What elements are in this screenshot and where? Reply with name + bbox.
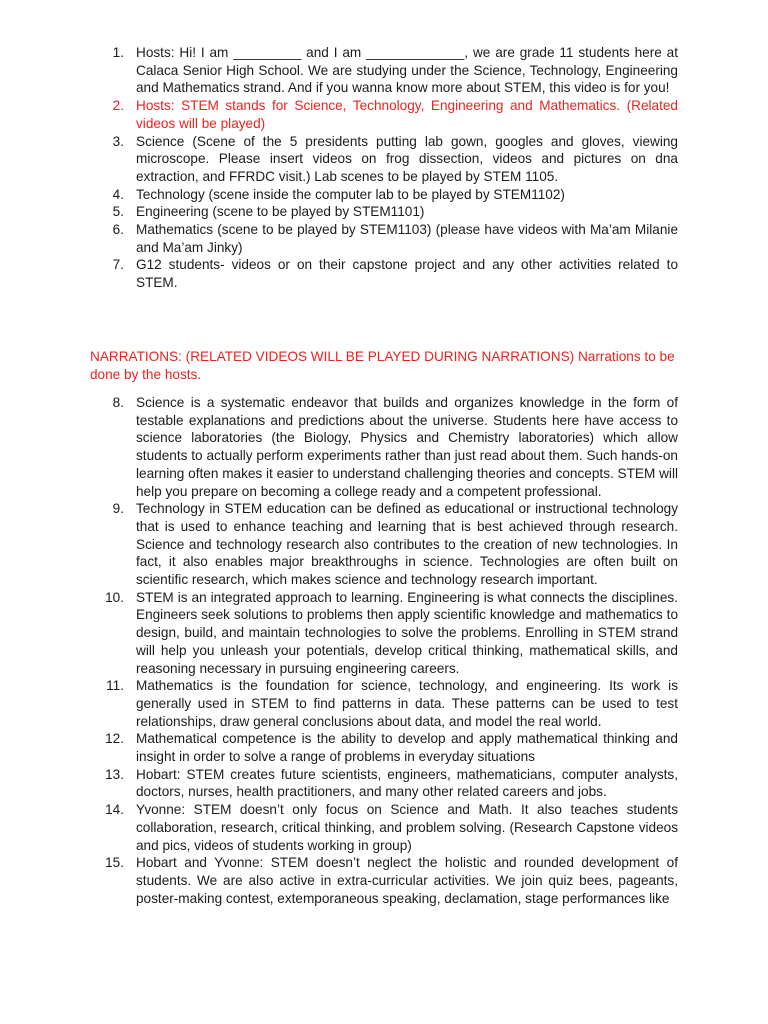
item-text: Technology (scene inside the computer lab to be played by STEM1102) (136, 186, 565, 202)
list-item (90, 221, 678, 256)
item-text: Science (Scene of the 5 presidents putting lab gown, googles and gloves, viewing microscope. Please insert videos on frog dissection, videos and pictures on dna extraction, and FFRDC visit.) Lab scenes to be played by STEM 1105. (136, 133, 678, 184)
item-number: 6. (112, 222, 124, 238)
list-item (90, 97, 678, 132)
list-item (90, 730, 678, 765)
item-text: Engineering (scene to be played by STEM1101) (136, 204, 425, 220)
item-number: 1. (112, 45, 124, 60)
list-item (90, 500, 678, 589)
item-text: Mathematics (scene to be played by STEM1103) (please have videos with Ma’am Milanie and Ma’am Jinky) (136, 222, 678, 255)
item-number: 11. (106, 678, 124, 694)
list-item (90, 44, 678, 97)
list-item (90, 256, 678, 291)
list-item (90, 133, 678, 186)
scene-list (90, 44, 678, 292)
item-text: Technology in STEM education can be defined as educational or instructional technology that is used to enhance teaching and learning that is best achieved through research. Science and technology research also contributes to the creation of new technologies. In fact, it also enables major breakthroughs in science. Technologies are often built on scientific research, which makes science and technology research important. (136, 501, 678, 588)
item-number: 13. (105, 766, 124, 782)
item-text: Yvonne: STEM doesn’t only focus on Science and Math. It also teaches students collaboration, research, critical thinking, and problem solving. (Research Capstone videos and pics, videos of students working in group) (136, 802, 678, 853)
item-note: (Related videos will be played) (136, 98, 678, 131)
item-text: Science is a systematic endeavor that builds and organizes knowledge in the form of testable explanations and predictions about the universe. Students here have access to science laboratories (the Biology, Physics and Chemistry laboratories) which allow students to actually perform experiments rather than just read about them. Such hands-on learning often makes it easier to understand challenging theories and concepts. STEM will help you prepare on becoming a college ready and a competent professional. (136, 395, 678, 499)
item-number: 14. (105, 802, 124, 818)
item-number: 3. (112, 133, 124, 149)
item-number: 15. (105, 855, 124, 871)
list-item (90, 186, 678, 204)
list-item (90, 589, 678, 678)
item-number: 4. (112, 186, 124, 202)
item-text: STEM is an integrated approach to learning. Engineering is what connects the disciplines. Engineers seek solutions to problems then apply scientific knowledge and mathematics to design, build, and maintain technologies to solve the problems. Enrolling in STEM strand will help you unleash your potentials, develop critical thinking, mathematical skills, and reasoning necessary in pursuing engineering careers. (136, 589, 678, 676)
list-item (90, 766, 678, 801)
narrations-heading: NARRATIONS: (RELATED VIDEOS WILL BE PLAYED DURING NARRATIONS) Narrations to be done by the hosts. (90, 349, 675, 382)
list-item (90, 394, 678, 500)
item-number: 2. (112, 98, 124, 114)
item-number: 12. (105, 731, 124, 747)
list-item (90, 854, 678, 907)
item-text: Mathematics is the foundation for science, technology, and engineering. Its work is generally used in STEM to find patterns in data. These patterns can be used to test relationships, draw general conclusions about data, and model the real world. (136, 678, 678, 729)
item-number: 7. (112, 257, 124, 273)
item-number: 8. (112, 395, 124, 410)
narration-list (90, 394, 678, 907)
list-item (90, 801, 678, 854)
list-item (90, 677, 678, 730)
item-text: Hosts: Hi! I am _________ and I am _____________, we are grade 11 students here at Calaca Senior High School. We are studying under the Science, Technology, Engineering and Mathematics strand. And if you wanna know more about STEM, this video is for you! (136, 45, 678, 96)
item-text: Hobart: STEM creates future scientists, engineers, mathematicians, computer analysts, doctors, nurses, health practitioners, and many other related careers and jobs. (136, 766, 678, 800)
item-number: 5. (112, 204, 124, 220)
item-text: Hobart and Yvonne: STEM doesn’t neglect the holistic and rounded development of students. We are also active in extra-curricular activities. We join quiz bees, pageants, poster-making contest, extemporaneous speaking, declamation, stage performances like (136, 855, 678, 906)
list-item (90, 203, 678, 221)
item-number: 9. (112, 501, 124, 517)
item-text: G12 students- videos or on their capstone project and any other activities related to STEM. (136, 257, 678, 291)
item-text: Hosts: STEM stands for Science, Technology, Engineering and Mathematics. (136, 98, 621, 114)
item-number: 10. (105, 589, 124, 605)
item-text: Mathematical competence is the ability to develop and apply mathematical thinking and insight in order to solve a range of problems in everyday situations (136, 731, 678, 765)
